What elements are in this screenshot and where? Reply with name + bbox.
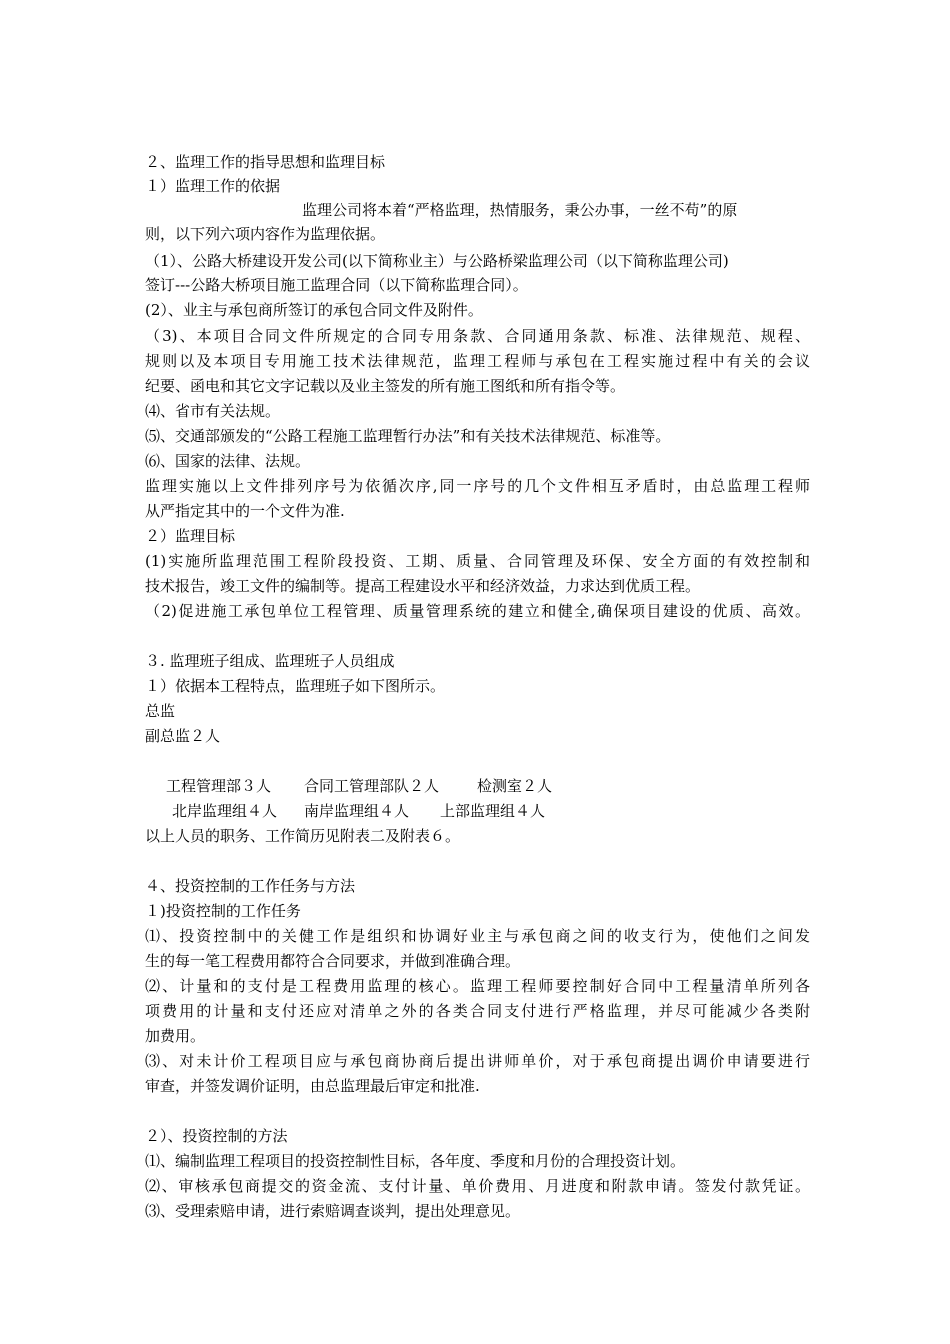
list-item: ⑴、编制监理工程项目的投资控制性目标，各年度、季度和月份的合理投资计划。 (145, 1152, 686, 1170)
list-item-cont: 审查，并签发调价证明，由总监理最后审定和批准. (145, 1077, 480, 1095)
section-heading: ４、投资控制的工作任务与方法 (145, 877, 356, 895)
org-chart-deputy: 副总监２人 (145, 727, 221, 745)
paragraph-line: 则，以下列六项内容作为监理依据。 (145, 225, 386, 243)
list-item: ⑵、审核承包商提交的资金流、支付计量、单价费用、月进度和附款申请。签发付款凭证。 (145, 1177, 810, 1195)
org-unit: 检测室２人 (477, 777, 553, 795)
org-chart-top: 总监 (145, 702, 176, 720)
section-heading: ３. 监理班子组成、监理班子人员组成 (145, 652, 395, 670)
list-item: ⑶、受理索赔申请，进行索赔调查谈判，提出处理意见。 (145, 1202, 521, 1220)
section-heading: ２、监理工作的指导思想和监理目标 (145, 153, 386, 171)
list-item: ⑶、对未计价工程项目应与承包商协商后提出讲师单价，对于承包商提出调价申请要进行 (145, 1052, 810, 1070)
org-unit: 合同工管理部队２人 (304, 777, 440, 795)
paragraph-line: 监理公司将本着“严格监理，热情服务，秉公办事，一丝不苟”的原 (302, 201, 738, 219)
subsection-heading: ２）监理目标 (145, 527, 236, 545)
list-item: ⑹、国家的法律、法规。 (145, 452, 311, 470)
paragraph-line: １）依据本工程特点，监理班子如下图所示。 (145, 677, 446, 695)
list-item-cont: 项费用的计量和支付还应对清单之外的各类合同支付进行严格监理，并尽可能减少各类附 (145, 1002, 810, 1020)
org-unit: 北岸监理组４人 (172, 802, 278, 820)
org-unit: 南岸监理组４人 (304, 802, 410, 820)
list-item: （1）、公路大桥建设开发公司(以下简称业主）与公路桥梁监理公司（以下简称监理公司) (145, 252, 729, 270)
list-item-cont: 规则以及本项目专用施工技术法律规范，监理工程师与承包在工程实施过程中有关的会议 (145, 352, 810, 370)
list-item: (1)实施所监理范围工程阶段投资、工期、质量、合同管理及环保、安全方面的有效控制和 (145, 552, 810, 570)
list-item: (2）、业主与承包商所签订的承包合同文件及附件。 (145, 301, 483, 319)
paragraph-line: 从严指定其中的一个文件为准. (145, 502, 345, 520)
paragraph-line: 监理实施以上文件排列序号为依循次序,同一序号的几个文件相互矛盾时，由总监理工程师 (145, 477, 810, 495)
list-item-cont: 加费用。 (145, 1027, 206, 1045)
list-item: ⑵、计量和的支付是工程费用监理的核心。监理工程师要控制好合同中工程量清单所列各 (145, 977, 810, 995)
subsection-heading: １）监理工作的依据 (145, 177, 281, 195)
list-item: ⑷、省市有关法规。 (145, 402, 281, 420)
org-unit: 上部监理组４人 (440, 802, 546, 820)
list-item: ⑸、交通部颁发的“公路工程施工监理暂行办法”和有关技术法律规范、标准等。 (145, 427, 671, 445)
org-unit: 工程管理部３人 (166, 777, 272, 795)
paragraph-line: 以上人员的职务、工作简历见附表二及附表６。 (145, 827, 461, 845)
subsection-heading: １)投资控制的工作任务 (145, 902, 301, 920)
list-item: （2)促进施工承包单位工程管理、质量管理系统的建立和健全,确保项目建设的优质、高效。 (145, 602, 810, 620)
subsection-heading: ２）、投资控制的方法 (145, 1127, 288, 1145)
list-item-cont: 签订---公路大桥项目施工监理合同（以下简称监理合同）。 (145, 276, 528, 294)
list-item: （3)、本项目合同文件所规定的合同专用条款、合同通用条款、标准、法律规范、规程、 (145, 327, 810, 345)
list-item-cont: 纪要、函电和其它文字记载以及业主签发的所有施工图纸和所有指令等。 (145, 377, 626, 395)
list-item-cont: 生的每一笔工程费用都符合合同要求，并做到准确合理。 (145, 952, 521, 970)
list-item-cont: 技术报告，竣工文件的编制等。提高工程建设水平和经济效益，力求达到优质工程。 (145, 577, 701, 595)
list-item: ⑴、投资控制中的关健工作是组织和协调好业主与承包商之间的收支行为，使他们之间发 (145, 927, 810, 945)
